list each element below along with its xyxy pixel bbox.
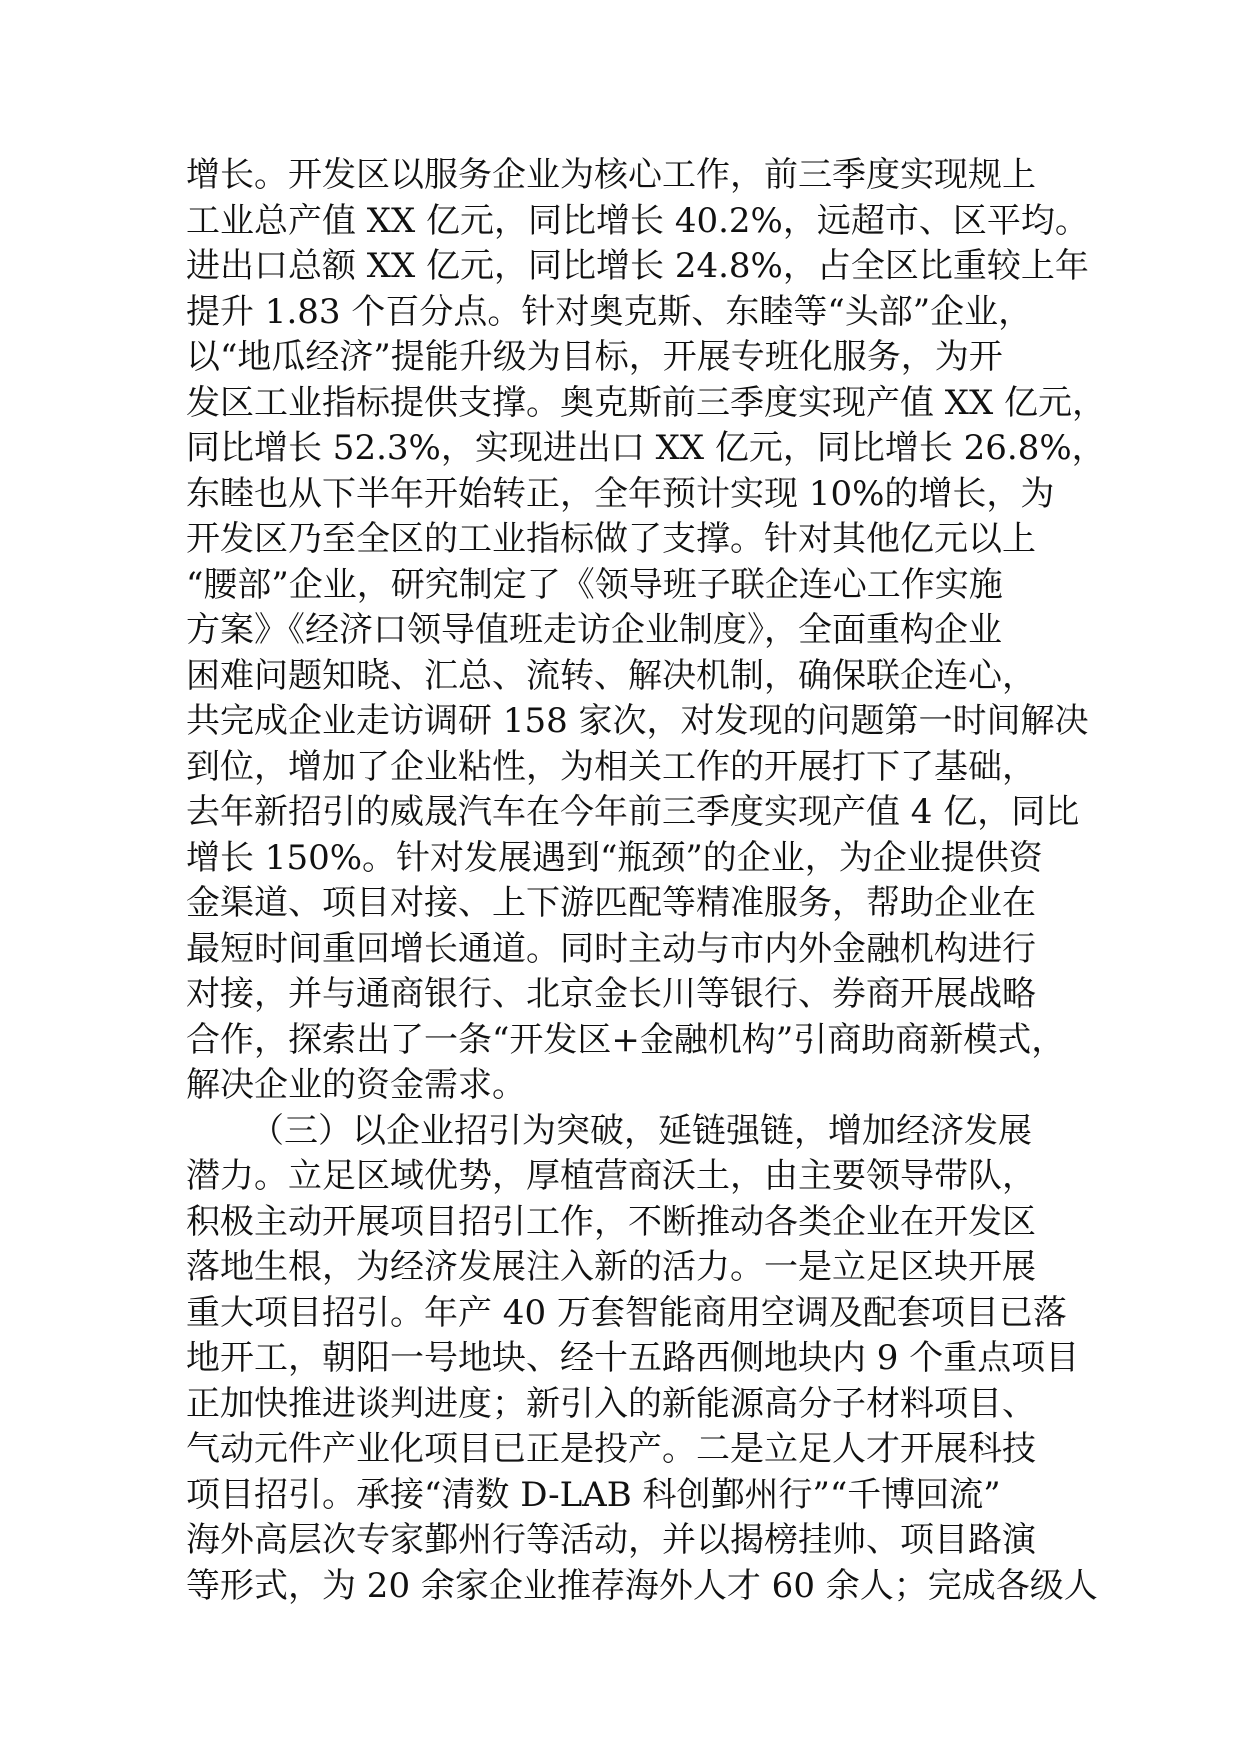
text-line: 对接，并与通商银行、北京金长川等银行、券商开展战略 <box>186 974 1036 1014</box>
text-line: 开发区乃至全区的工业指标做了支撑。针对其他亿元以上 <box>186 519 1036 559</box>
text-line: 等形式，为 20 余家企业推荐海外人才 60 余人；完成各级人 <box>186 1565 1098 1606</box>
text-line: 共完成企业走访调研 158 家次，对发现的问题第一时间解决 <box>186 701 1089 741</box>
text-line: 合作，探索出了一条“开发区+金融机构”引商助商新模式， <box>186 1019 1066 1060</box>
text-line: 海外高层次专家鄞州行等活动，并以揭榜挂帅、项目路演 <box>186 1520 1036 1560</box>
text-line: 工业总产值 XX 亿元，同比增长 40.2%，远超市、区平均。 <box>186 200 1089 241</box>
text-line: 积极主动开展项目招引工作，不断推动各类企业在开发区 <box>186 1201 1036 1242</box>
text-line: 发区工业指标提供支撑。奥克斯前三季度实现产值 XX 亿元， <box>186 382 1107 423</box>
text-line: 落地生根，为经济发展注入新的活力。一是立足区块开展 <box>186 1247 1036 1287</box>
text-line: 以“地瓜经济”提能升级为目标，开展专班化服务，为开 <box>186 337 1003 377</box>
text-line: 增长 150%。针对发展遇到“瓶颈”的企业，为企业提供资 <box>186 837 1043 878</box>
text-line: 地开工，朝阳一号地块、经十五路西侧地块内 9 个重点项目 <box>186 1338 1080 1378</box>
body-text <box>186 153 1107 1609</box>
text-line: 东睦也从下半年开始转正，全年预计实现 10%的增长，为 <box>186 473 1055 514</box>
text-line: 重大项目招引。年产 40 万套智能商用空调及配套项目已落 <box>186 1292 1067 1333</box>
text-line: 方案》《经济口领导值班走访企业制度》，全面重构企业 <box>186 610 1002 650</box>
text-line: 提升 1.83 个百分点。针对奥克斯、东睦等“头部”企业， <box>186 291 1033 332</box>
text-line: 解决企业的资金需求。 <box>186 1065 526 1105</box>
text-line: 金渠道、项目对接、上下游匹配等精准服务，帮助企业在 <box>186 883 1036 923</box>
text-line: 同比增长 52.3%，实现进出口 XX 亿元，同比增长 26.8%， <box>186 428 1106 468</box>
text-line: 潜力。立足区域优势，厚植营商沃土，由主要领导带队， <box>186 1156 1036 1196</box>
text-line: 气动元件产业化项目已正是投产。二是立足人才开展科技 <box>186 1429 1036 1469</box>
text-line: 正加快推进谈判进度；新引入的新能源高分子材料项目、 <box>186 1383 1036 1424</box>
text-line: 项目招引。承接“清数 D-LAB 科创鄞州行”“千博回流” <box>186 1474 1001 1515</box>
text-line: 最短时间重回增长通道。同时主动与市内外金融机构进行 <box>186 928 1036 969</box>
text-line: 进出口总额 XX 亿元，同比增长 24.8%，占全区比重较上年 <box>186 246 1089 286</box>
text-line: 增长。开发区以服务企业为核心工作，前三季度实现规上 <box>186 155 1036 195</box>
text-line: 困难问题知晓、汇总、流转、解决机制，确保联企连心， <box>186 655 1036 696</box>
text-line: 去年新招引的威晟汽车在今年前三季度实现产值 4 亿，同比 <box>186 792 1080 832</box>
section-heading-line: （三）以企业招引为突破，延链强链，增加经济发展 <box>250 1110 1032 1151</box>
text-line: 到位，增加了企业粘性，为相关工作的开展打下了基础， <box>186 746 1036 787</box>
text-line: “腰部”企业，研究制定了《领导班子联企连心工作实施 <box>186 564 1003 605</box>
